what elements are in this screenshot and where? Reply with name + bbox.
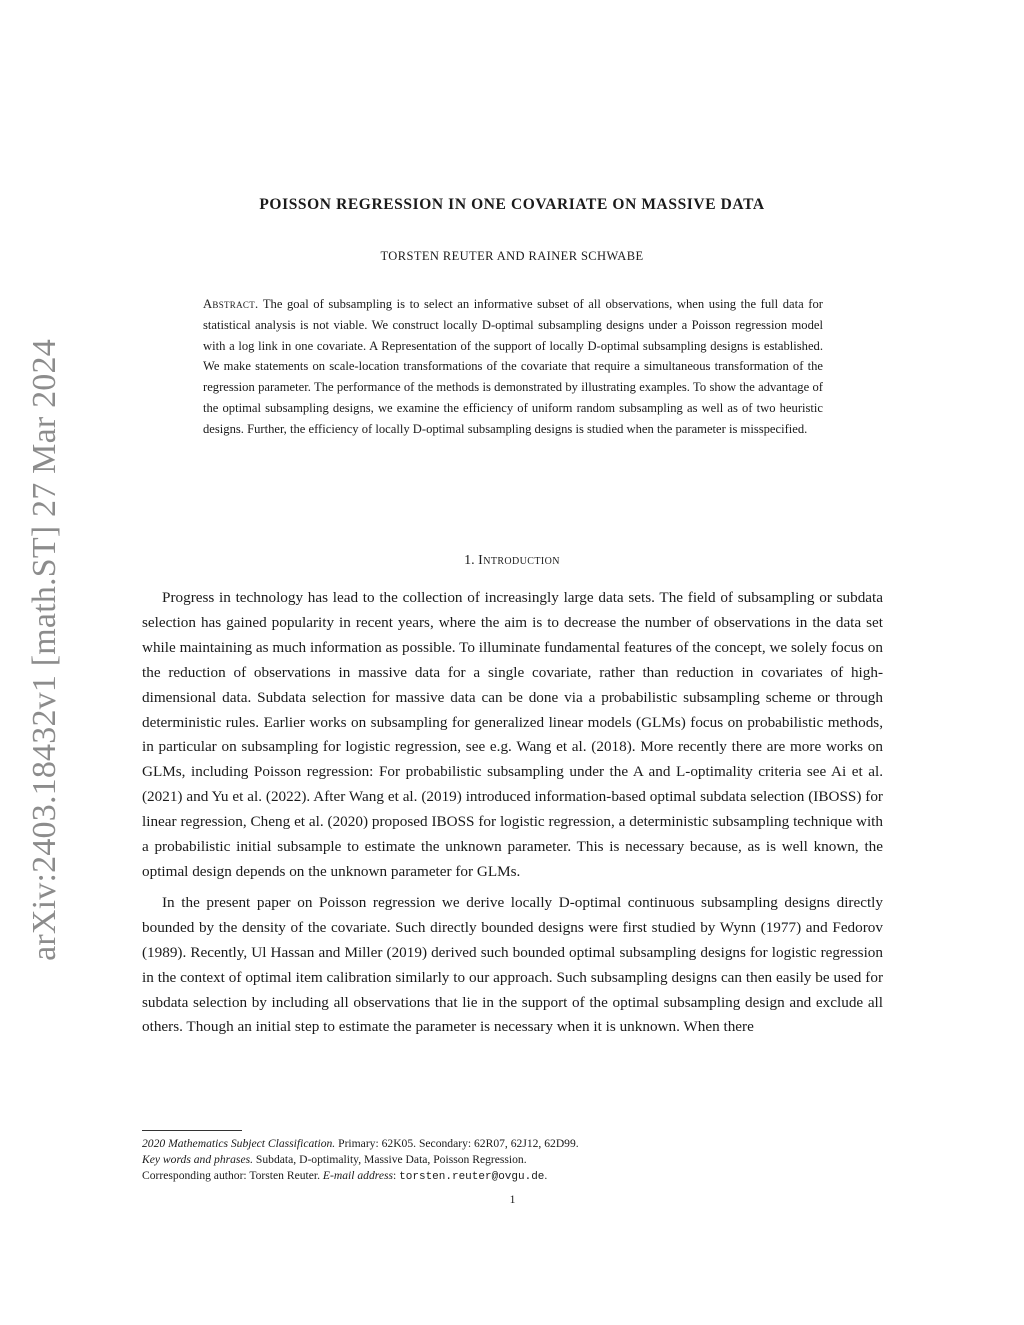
paragraph: In the present paper on Poisson regression we derive locally D-optimal continuous subsampling designs directly bounded by the density of the covariate. Such directly bounded designs were first studied by Wynn (1977) and Fedorov (1989). Recently, Ul Hassan and Miller (2019) derived such bounded optimal subsampling designs for logistic regression in the context of optimal item calibration similarly to our approach. Such subsampling designs can then easily be used for subdata selection by including all observations that lie in the support of the optimal subsampling design and exclude all others. Though an initial step to estimate the parameter is necessary when it is unknown. When there: [142, 893, 883, 1036]
author-text: Corresponding author: Torsten Reuter.: [142, 1169, 321, 1183]
email-label: E-mail address: [322, 1169, 394, 1183]
keywords-text: Subdata, D-optimality, Massive Data, Poisson Regression.: [255, 1153, 527, 1167]
footnote-msc: [142, 1136, 883, 1152]
msc-text: Primary: 62K05. Secondary: 62R07, 62J12, 62D99.: [338, 1137, 579, 1150]
paragraph: Progress in technology has lead to the collection of increasingly large data sets. The field of subsampling or subdata selection has gained popularity in recent years, where the aim is to decrease the number of observations in the data set while maintaining as much information as possible. To illuminate fundamental features of the concept, we solely focus on the reduction of observations in massive data for a single covariate, rather than reduction in covariates of high-dimensional data. Subdata selection for massive data can be done via a probabilistic subsampling scheme or through deterministic rules. Earlier works on subsampling for generalized linear models (GLMs) focus on probabilistic methods, in particular on subsampling for logistic regression, see e.g. Wang et al. (2018). More recently there are more works on GLMs, including Poisson regression: For probabilistic subsampling under the A and L-optimality criteria see Ai et al. (2021) and Yu et al. (2022). After Wang et al. (2019) introduced information-based optimal subdata selection (IBOSS) for linear regression, Cheng et al. (2020) proposed IBOSS for logistic regression, a deterministic subsampling technique with a probabilistic initial subsample to estimate the unknown parameter. This is necessary because, as is well known, the optimal design depends on the unknown parameter for GLMs.: [142, 589, 883, 880]
section-heading-introduction: [142, 553, 882, 569]
footnote-keywords: [142, 1152, 883, 1168]
keywords-label: Key words and phrases.: [142, 1153, 254, 1167]
page-number: 1: [509, 1193, 516, 1206]
footnote-corresponding-author: [142, 1168, 883, 1185]
email-address[interactable]: torsten.reuter@ovgu.de: [399, 1171, 545, 1184]
abstract-label: Abstract.: [203, 297, 259, 311]
footnote-divider: [142, 1130, 242, 1131]
paper-title: POISSON REGRESSION IN ONE COVARIATE ON MASSIVE DATA: [259, 196, 765, 213]
arxiv-identifier-stamp: arXiv:2403.18432v1 [math.ST] 27 Mar 2024: [26, 339, 63, 961]
abstract: [203, 294, 823, 440]
section-title: Introduction: [478, 553, 560, 568]
email-end: .: [544, 1169, 548, 1183]
footnotes: [142, 1136, 883, 1186]
section-number: 1.: [464, 553, 475, 568]
msc-label: 2020 Mathematics Subject Classification.: [142, 1137, 336, 1150]
abstract-text: The goal of subsampling is to select an informative subset of all observations, when using the full data for statistical analysis is not viable. We construct locally D-optimal subsampling designs under a Poisson regression model with a log link in one covariate. A Representation of the support of locally D-optimal subsampling designs is established. We make statements on scale-location transformations of the covariate that require a simultaneous transformation of the regression parameter. The performance of the methods is demonstrated by illustrating examples. To show the advantage of the optimal subsampling designs, we examine the efficiency of uniform random subsampling as well as of two heuristic designs. Further, the efficiency of locally D-optimal subsampling designs is studied when the parameter is misspecified.: [203, 297, 823, 436]
introduction-body: [142, 586, 883, 1040]
paper-authors: TORSTEN REUTER AND RAINER SCHWABE: [380, 249, 644, 263]
email-colon: :: [393, 1169, 397, 1183]
